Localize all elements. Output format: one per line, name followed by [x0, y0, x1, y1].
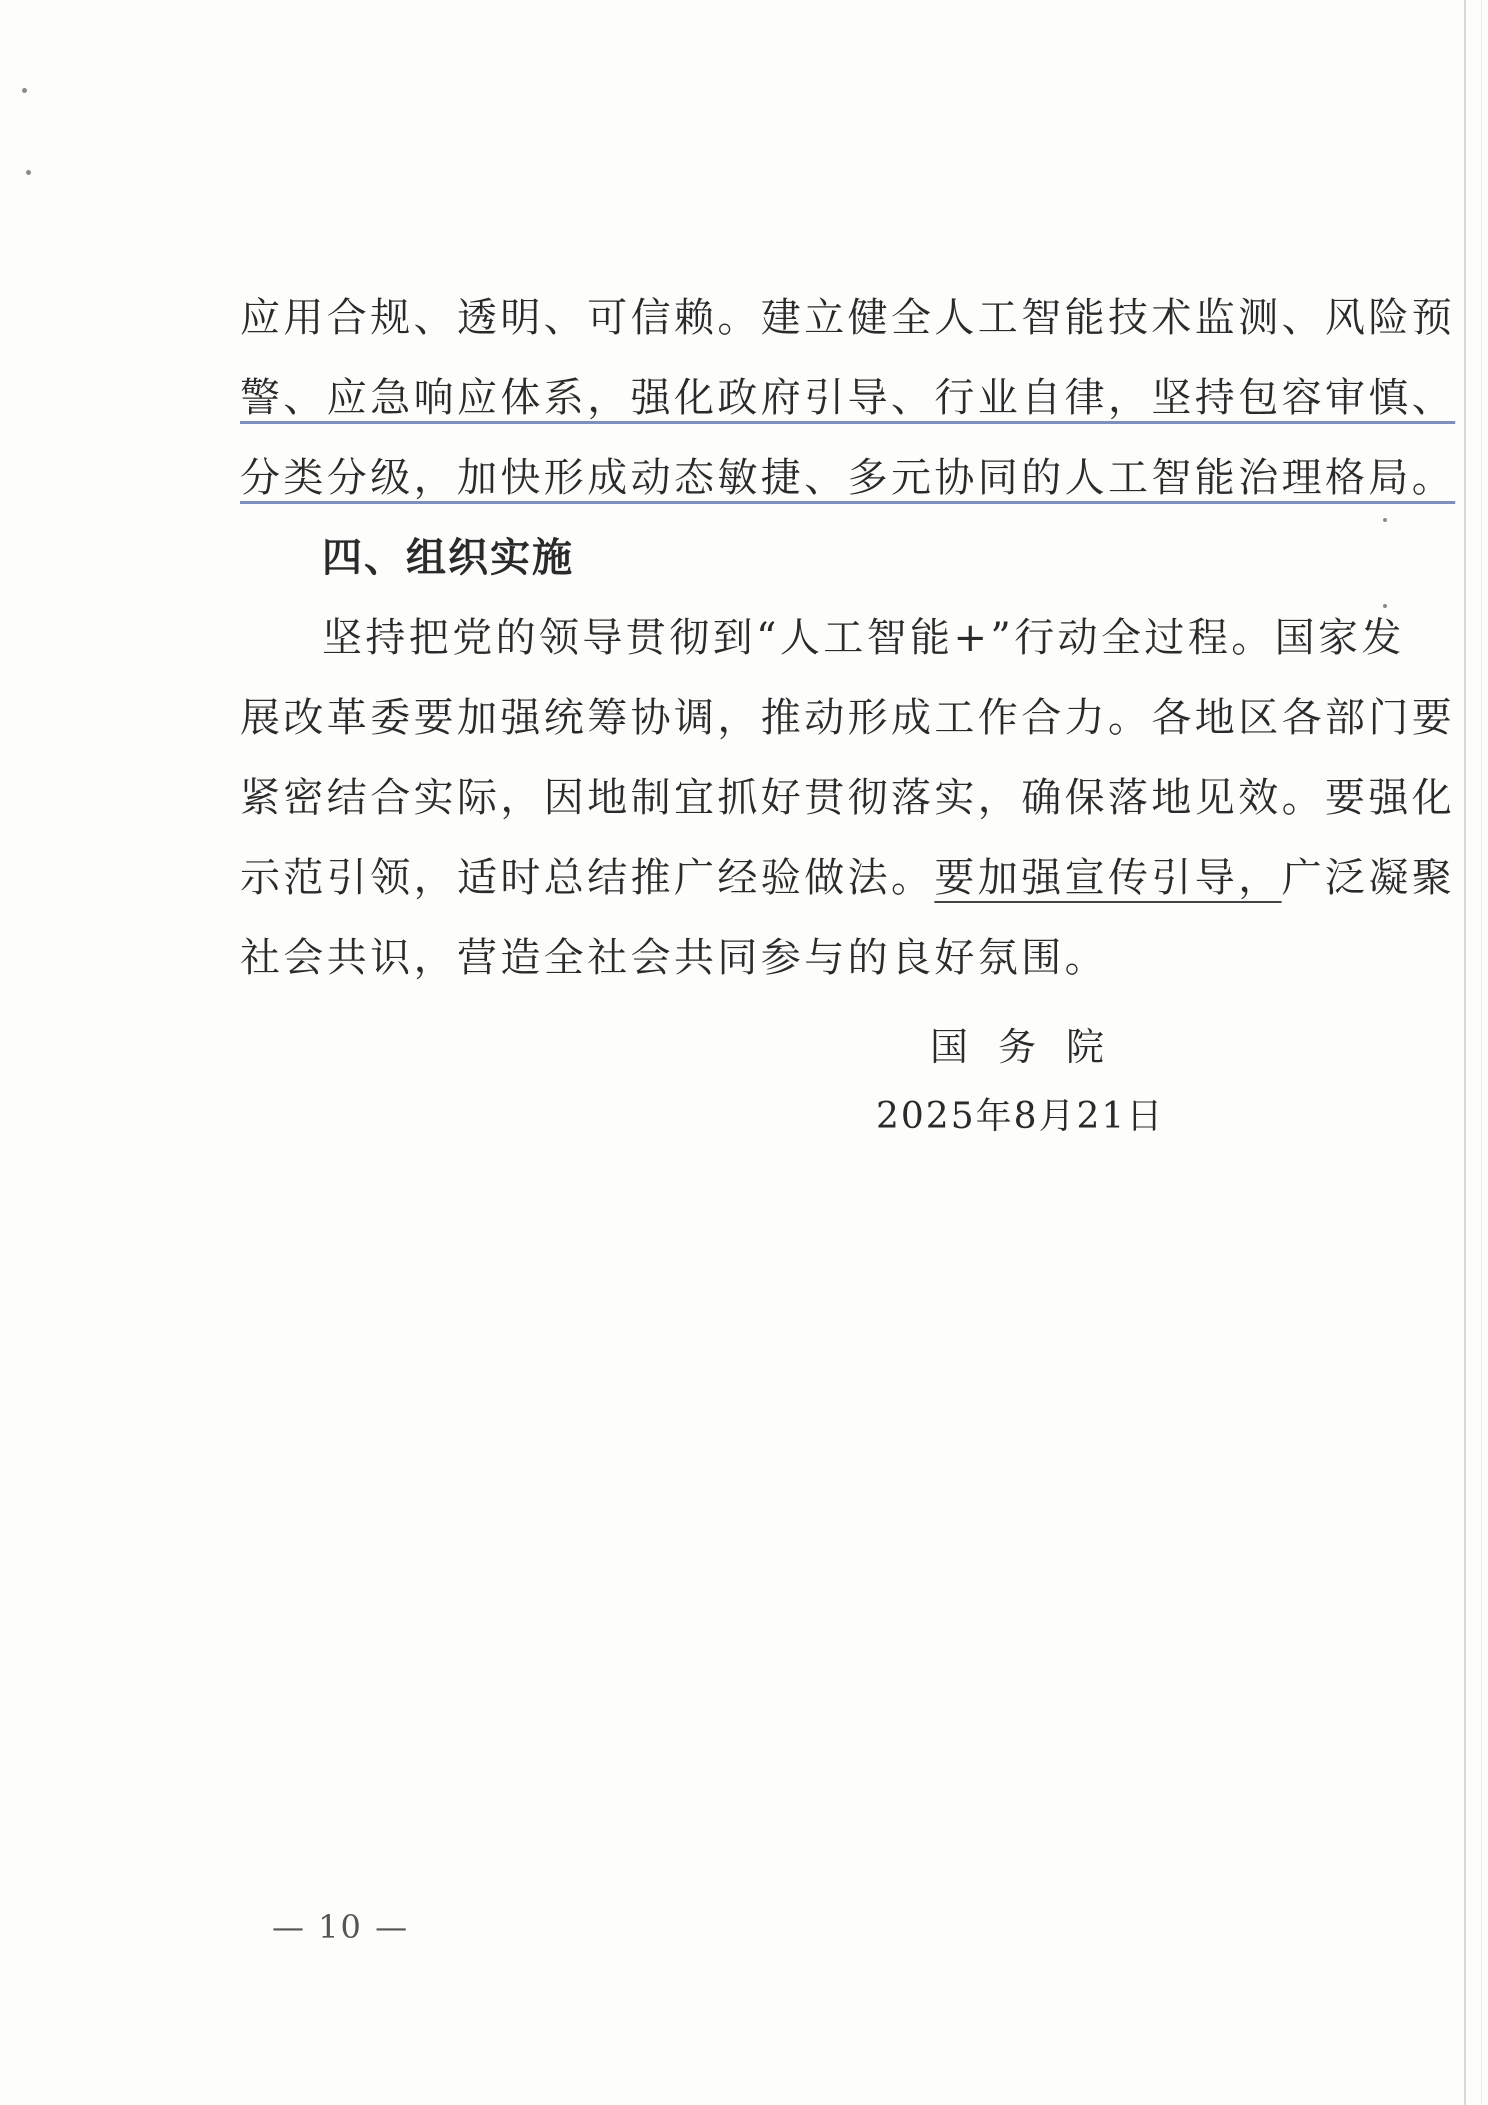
- paragraph-line: 展改革委要加强统筹协调，推动形成工作合力。各地区各部门要: [240, 695, 1456, 741]
- paragraph-line: [240, 358, 1456, 438]
- text-segment: 广泛凝聚: [1281, 855, 1456, 901]
- paragraph-line: 应用合规、透明、可信赖。建立健全人工智能技术监测、风险预: [240, 295, 1456, 341]
- paragraph-line: [240, 838, 1456, 918]
- signature-block: [876, 1012, 1196, 1152]
- paragraph-line: [240, 438, 1456, 518]
- highlighted-text: 分类分级，加快形成动态敏捷、多元协同的人工智能治理格局。: [240, 455, 1456, 501]
- scan-speck: [1383, 518, 1387, 522]
- page-number: — 10 —: [272, 1908, 410, 1946]
- issuer-name: 国务院: [930, 1025, 1135, 1069]
- paragraph-line: 紧密结合实际，因地制宜抓好贯彻落实，确保落地见效。要强化: [240, 775, 1456, 821]
- highlighted-text: 警、应急响应体系，强化政府引导、行业自律，坚持包容审慎、: [240, 375, 1456, 421]
- section-heading: 四、组织实施: [322, 535, 574, 581]
- scan-edge-outer: [1481, 0, 1482, 2105]
- scan-speck: [22, 88, 27, 93]
- underlined-text: 要加强宣传引导，: [934, 855, 1282, 901]
- paragraph-line: 社会共识，营造全社会共同参与的良好氛围。: [240, 935, 1108, 981]
- document-body: [240, 278, 1456, 998]
- scan-speck: [26, 170, 31, 175]
- text-segment: 示范引领，适时总结推广经验做法。: [240, 855, 935, 901]
- scan-edge: [1464, 0, 1466, 2105]
- paragraph-line: 坚持把党的领导贯彻到“人工智能+”行动全过程。国家发: [322, 615, 1405, 661]
- issue-date: 2025年8月21日: [876, 1096, 1165, 1137]
